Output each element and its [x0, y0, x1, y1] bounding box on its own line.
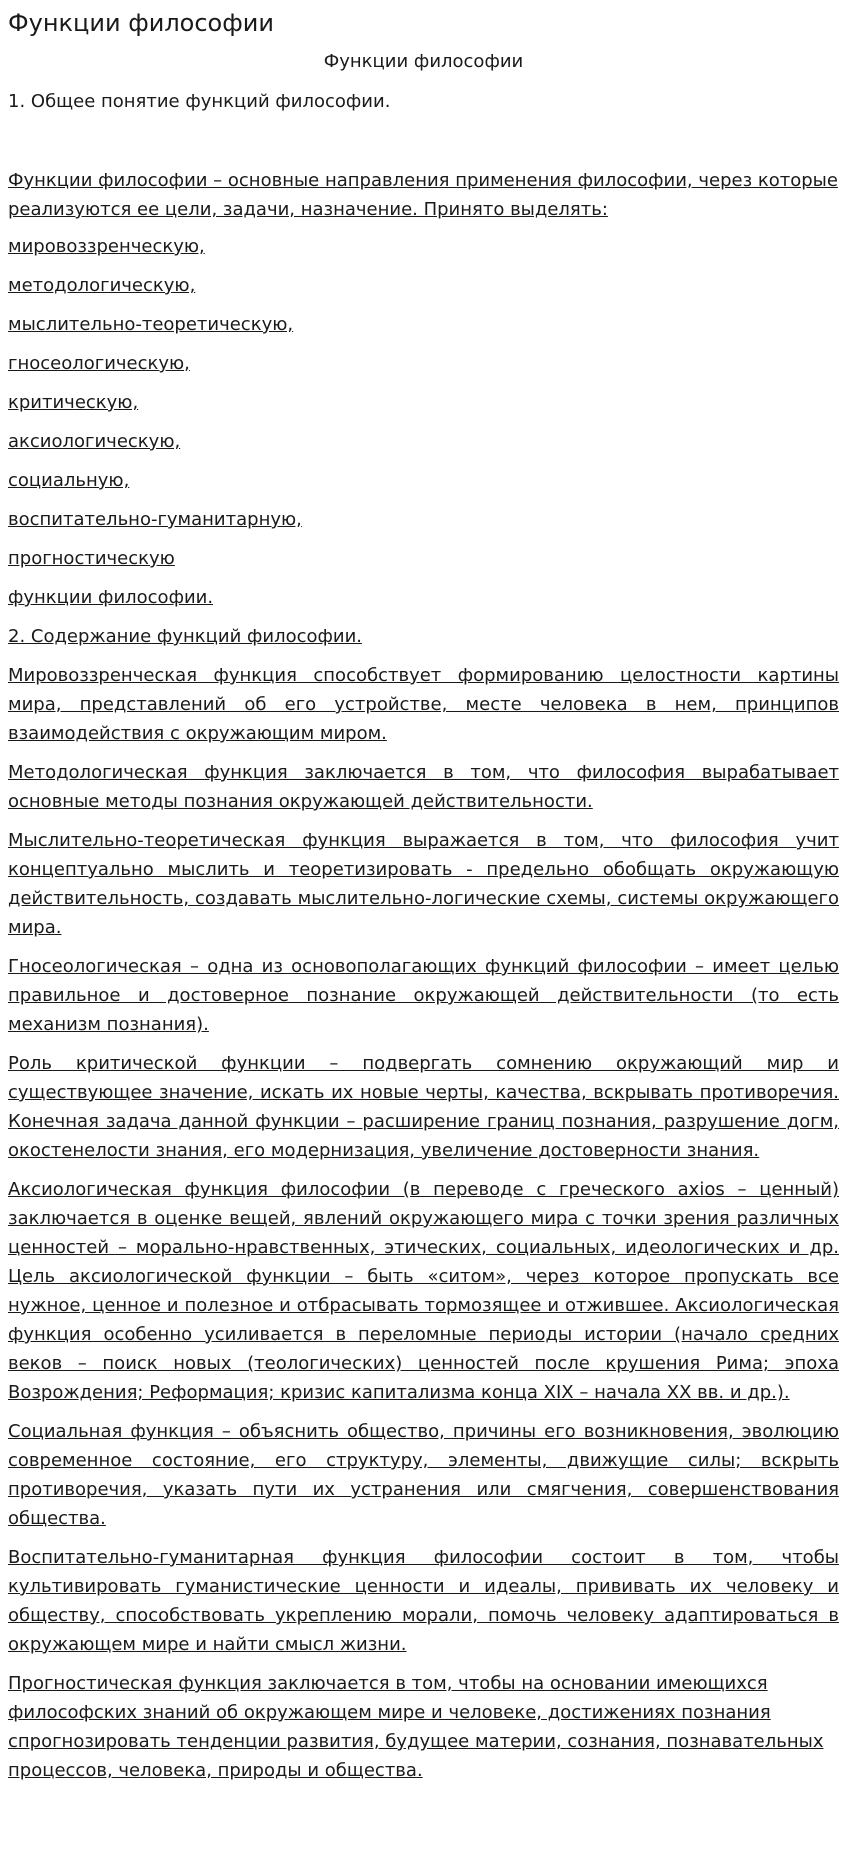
paragraph-critical: Роль критической функции – подвергать сомнению окружающий мир и существующее значение, искать их новые черты, качества, вскрывать противоречия. Конечная задача данной функции – расширение границ познания, разрушение догм, окостенелости знания, его модернизация, увеличение достоверности знания.: [8, 1053, 839, 1161]
list-item: аксиологическую,: [8, 431, 181, 452]
functions-list: [8, 232, 839, 612]
page-title: Функции философии: [8, 9, 274, 37]
list-item: мыслительно-теоретическую,: [8, 314, 294, 335]
function-descriptions: [8, 661, 839, 1785]
paragraph-social: Социальная функция – объяснить общество, причины его возникновения, эволюцию современное состояние, его структуру, элементы, движущие силы; вскрыть противоречия, указать пути их устранения или смягчения, совершенствования общества.: [8, 1421, 839, 1529]
list-item: функции философии.: [8, 587, 214, 608]
intro-paragraph: Функции философии – основные направления применения философии, через которые реализуются ее цели, задачи, назначение. Принято выделять:: [8, 170, 838, 220]
list-item: методологическую,: [8, 275, 196, 296]
list-item: мировоззренческую,: [8, 236, 205, 257]
paragraph-theoretical: Мыслительно-теоретическая функция выражается в том, что философия учит концептуально мыслить и теоретизировать - предельно обобщать окружающую действительность, создавать мыслительно-логические схемы, системы окружающего мира.: [8, 830, 839, 938]
paragraph-educational: Воспитательно-гуманитарная функция философии состоит в том, чтобы культивировать гуманистические ценности и идеалы, прививать их человеку и обществу, способствовать укреплению морали, помочь человеку адаптироваться в окружающем мире и найти смысл жизни.: [8, 1547, 839, 1655]
blank-spacer: [8, 114, 839, 166]
list-item: социальную,: [8, 470, 130, 491]
paragraph-prognostic: Прогностическая функция заключается в том, чтобы на основании имеющихся философских знаний об окружающем мире и человеке, достижениях познания спрогнозировать тенденции развития, будущее материи, сознания, познавательных процессов, человека, природы и общества.: [8, 1673, 824, 1781]
paragraph-gnoseological: Гносеологическая – одна из основополагающих функций философии – имеет целью правильное и достоверное познание окружающей действительности (то есть механизм познания).: [8, 956, 839, 1035]
section-2-heading: 2. Содержание функций философии.: [8, 626, 363, 647]
paragraph-worldview: Мировоззренческая функция способствует формированию целостности картины мира, представлений об его устройстве, месте человека в нем, принципов взаимодействия с окружающим миром.: [8, 665, 839, 744]
document-title: Функции философии: [323, 51, 524, 72]
list-item: гносеологическую,: [8, 353, 190, 374]
list-item: воспитательно-гуманитарную,: [8, 509, 302, 530]
list-item: критическую,: [8, 392, 139, 413]
paragraph-methodological: Методологическая функция заключается в том, что философия вырабатывает основные методы познания окружающей действительности.: [8, 762, 839, 812]
list-item: прогностическую: [8, 548, 175, 569]
paragraph-axiological: Аксиологическая функция философии (в переводе с греческого axios – ценный) заключается в оценке вещей, явлений окружающего мира с точки зрения различных ценностей – морально-нравственных, этических, социальных, идеологических и др. Цель аксиологической функции – быть «ситом», через которое пропускать все нужное, ценное и полезное и отбрасывать тормозящее и отжившее. Аксиологическая функция особенно усиливается в переломные периоды истории (начало средних веков – поиск новых (теологических) ценностей после крушения Рима; эпоха Возрождения; Реформация; кризис капитализма конца XIX – начала XX вв. и др.).: [8, 1179, 839, 1403]
section-1-heading: 1. Общее понятие функций философии.: [8, 91, 391, 112]
